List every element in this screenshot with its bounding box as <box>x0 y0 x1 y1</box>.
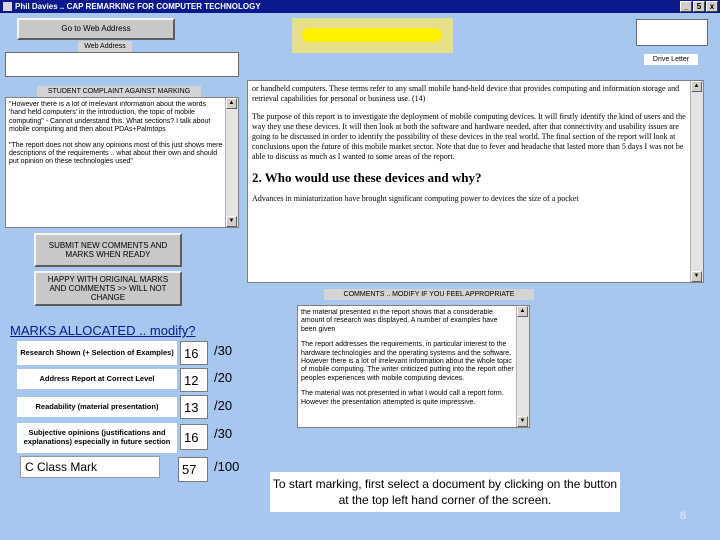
scroll-down-icon[interactable]: ▼ <box>691 271 702 282</box>
criterion-score-input[interactable]: 16 <box>180 341 208 365</box>
report-paragraph: Advances in miniaturization have brought significant computing power to devices the size of a pocket <box>252 194 579 204</box>
app-icon <box>3 2 12 11</box>
criterion-score-input[interactable]: 13 <box>180 395 208 419</box>
instructions-text: To start marking, first select a document by clicking on the button at the top left hand corner of the screen. <box>270 472 620 512</box>
criterion-score-input[interactable]: 16 <box>180 424 208 450</box>
highlight-panel <box>292 18 453 53</box>
close-button[interactable]: x <box>706 1 718 12</box>
criterion-out-of: /30 <box>214 426 233 441</box>
marks-allocated-header: MARKS ALLOCATED .. modify? <box>10 323 196 338</box>
criterion-score-input[interactable]: 12 <box>180 368 208 392</box>
report-heading: 2. Who would use these devices and why? <box>252 170 482 185</box>
submit-comments-button[interactable]: SUBMIT NEW COMMENTS AND MARKS WHEN READY <box>34 233 182 267</box>
title-bar <box>0 0 720 13</box>
scroll-down-icon[interactable]: ▼ <box>226 216 237 227</box>
window-title: Phil Davies .. CAP REMARKING FOR COMPUTER TECHNOLOGY <box>15 2 261 11</box>
web-address-label: Web Address <box>78 41 132 52</box>
complaint-textbox[interactable] <box>5 97 239 228</box>
report-viewer[interactable] <box>247 80 704 283</box>
criterion-label: Subjective opinions (justifications and explanations) especially in future section <box>17 423 177 453</box>
web-address-input[interactable] <box>5 52 239 77</box>
criterion-out-of: /30 <box>214 343 233 358</box>
comments-scrollbar[interactable] <box>516 306 529 427</box>
criterion-label: Research Shown (+ Selection of Examples) <box>17 341 177 365</box>
yellow-highlight <box>302 28 442 42</box>
minimize-button[interactable]: _ <box>680 1 692 12</box>
criterion-label: Address Report at Correct Level <box>17 369 177 389</box>
comments-label: COMMENTS .. MODIFY IF YOU FEEL APPROPRIATE <box>324 289 534 300</box>
class-mark-value[interactable]: 57 <box>178 457 208 482</box>
comment-paragraph: The report addresses the requirements, in particular interest to the hardware technologies and the operating systems and the software. However there is a lot of irrelevant information about the whole topic of mobile computing. The writer criticized putting into the report other peoples experiences with mobile computing devices. <box>301 341 514 382</box>
go-to-web-address-button[interactable]: Go to Web Address <box>17 18 175 40</box>
complaint-paragraph: "However there is a lot of irrelevant information about the words 'hand held computers' in the introduction, the topic of mobile computing" - Cannot understand this. What sections? I talk about mobile computing and then about PDAs+Palmtops <box>9 101 211 134</box>
complaint-paragraph: "The report does not show any opinions most of this just shows mere descriptions of the requirements .. what about their own and should put opinion on these technologies used" <box>9 141 223 166</box>
page-number: 8 <box>680 510 687 522</box>
complaint-label: STUDENT COMPLAINT AGAINST MARKING <box>37 86 201 97</box>
scroll-up-icon[interactable]: ▲ <box>226 98 237 109</box>
window-controls <box>680 1 718 12</box>
comments-textbox[interactable] <box>297 305 530 428</box>
criterion-label: Readability (material presentation) <box>17 397 177 417</box>
report-paragraph: The purpose of this report is to investigate the deployment of mobile computing devices. It will firstly identify the kind of users and the way they use these devices. It will then look at both the software and hardware needed, after that connectivity and usability issues are going to be discussed in order to identify the possibility of these devices in the real world. The final section of the report will look at conclusions upon the future of this mobile market sector. Note that due to fever and headache that lasted more than 5 days I was not be able to discuss as much as I wanted to some areas of the report. <box>252 112 686 161</box>
complaint-scrollbar[interactable] <box>225 98 238 227</box>
report-paragraph: or handheld computers. These terms refer to any small mobile hand-held device that provides computing and information storage and retrieval capabilities for personal or business use. (14) <box>252 84 680 103</box>
criterion-out-of: /20 <box>214 398 233 413</box>
comment-paragraph: the material presented in the report shows that a considerable amount of research was displayed. A number of examples have been given <box>301 309 498 333</box>
class-mark-out-of: /100 <box>214 459 240 474</box>
drive-letter-field[interactable] <box>636 19 708 46</box>
comment-paragraph: The material was not presented in what I would call a report form. However the presentation attempted is quite impressive. <box>301 390 504 406</box>
report-scrollbar[interactable] <box>690 81 703 282</box>
scroll-down-icon[interactable]: ▼ <box>517 416 528 427</box>
class-mark-label: C Class Mark <box>20 456 160 478</box>
drive-letter-label: Drive Letter <box>644 54 698 65</box>
criterion-out-of: /20 <box>214 370 233 385</box>
happy-with-original-button[interactable]: HAPPY WITH ORIGINAL MARKS AND COMMENTS >> WILL NOT CHANGE <box>34 271 182 306</box>
scroll-up-icon[interactable]: ▲ <box>517 306 528 317</box>
scroll-up-icon[interactable]: ▲ <box>691 81 702 92</box>
maximize-button[interactable]: 5 <box>693 1 705 12</box>
